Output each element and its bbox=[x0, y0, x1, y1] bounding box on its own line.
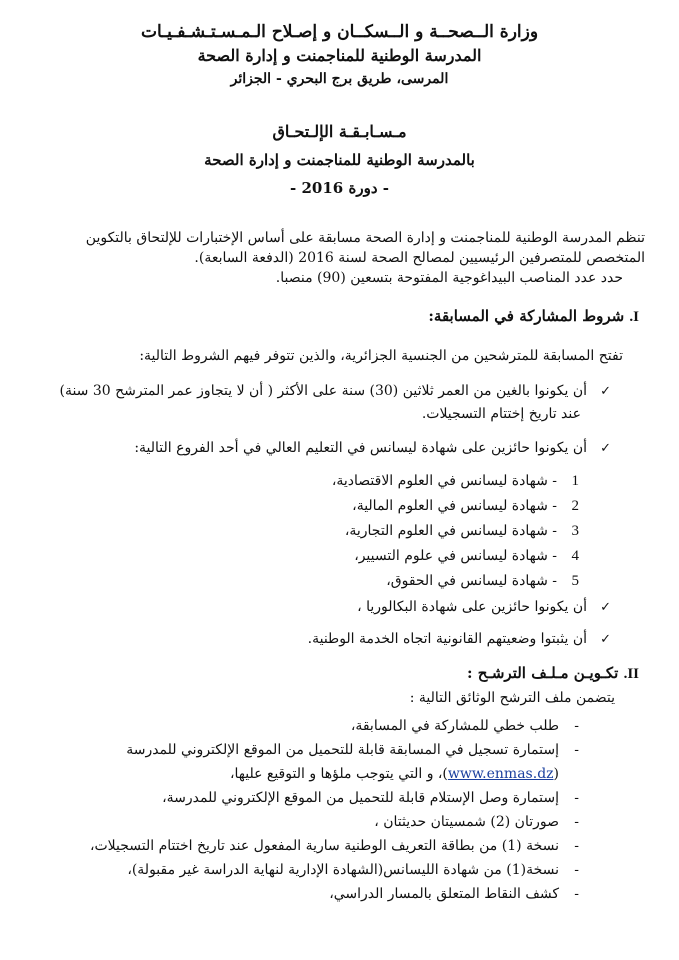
section-2-heading bbox=[467, 664, 639, 683]
school-website-link[interactable]: www.enmas.dz bbox=[447, 766, 554, 782]
degree-item bbox=[332, 469, 579, 494]
contest-school-line: بالمدرسة الوطنية للمناجمنت و إدارة الصحة bbox=[204, 151, 475, 169]
document-item: - إستمارة وصل الإستلام قابلة للتحميل من الموقع الإلكتروني للمدرسة، bbox=[30, 786, 579, 810]
condition-text: أن يكونوا بالغين من العمر ثلاثين (30) سنة على الأكثر ( أن لا يتجاوز عمر المترشح 30 سنة) bbox=[59, 383, 587, 399]
document-continuation bbox=[230, 766, 559, 782]
document-text: إستمارة تسجيل في المسابقة قابلة للتحميل من الموقع الإلكتروني للمدرسة bbox=[126, 742, 559, 758]
section-2-title: تكـويـن مـلـف الترشـح : bbox=[467, 664, 619, 682]
degree-text: - شهادة ليسانس في العلوم المالية، bbox=[352, 498, 557, 514]
condition-item bbox=[30, 596, 611, 619]
degree-item bbox=[332, 519, 579, 544]
condition-continuation: عند تاريخ إختتام التسجيلات. bbox=[421, 406, 581, 422]
section-2-number: II. bbox=[623, 666, 639, 682]
condition-text: أن يكونوا حائزين على شهادة البكالوريا ، bbox=[357, 599, 587, 615]
documents-list bbox=[30, 714, 579, 906]
condition-item bbox=[30, 380, 611, 425]
check-icon: ✓ bbox=[600, 600, 611, 615]
document-item: - صورتان (2) شمسيتان حديثتان ، bbox=[30, 810, 579, 834]
degree-item bbox=[332, 569, 579, 594]
document-continuation-text: )، و التي يتوجب ملؤها و التوقيع عليها، bbox=[229, 766, 448, 782]
check-icon: ✓ bbox=[600, 632, 611, 647]
degree-item bbox=[332, 494, 579, 519]
condition-text: أن يكونوا حائزين على شهادة ليسانس في التعليم العالي في أحد الفروع التالية: bbox=[134, 440, 587, 456]
document-item: - كشف النقاط المتعلق بالمسار الدراسي، bbox=[30, 882, 579, 906]
degree-text: - شهادة ليسانس في العلوم التجارية، bbox=[344, 523, 557, 539]
condition-item bbox=[30, 437, 611, 460]
degree-item bbox=[332, 544, 579, 569]
degree-number: 1 bbox=[571, 473, 579, 489]
contest-title: مـسـابـقـة الإلـتحـاق bbox=[272, 122, 407, 141]
degree-number: 2 bbox=[571, 498, 579, 514]
degree-text: - شهادة ليسانس في الحقوق، bbox=[386, 573, 557, 589]
degree-number: 5 bbox=[571, 573, 579, 589]
document-titles bbox=[60, 122, 619, 197]
paren-open: ( bbox=[553, 766, 559, 782]
degree-text: - شهادة ليسانس في العلوم الاقتصادية، bbox=[331, 473, 557, 489]
degree-text: - شهادة ليسانس في علوم التسيير، bbox=[354, 548, 557, 564]
degree-list bbox=[332, 469, 579, 594]
condition-item bbox=[30, 628, 611, 651]
session-year: - دورة 2016 - bbox=[290, 179, 389, 197]
intro-paragraph bbox=[30, 228, 645, 288]
check-icon: ✓ bbox=[600, 441, 611, 456]
document-item bbox=[30, 738, 579, 786]
intro-text: تنظم المدرسة الوطنية للمناجمنت و إدارة الصحة مسابقة على أساس الإختبارات للإلتحاق بالتكوين المتخصص للمتصرفين الرئيسيين لمصالح الصحة لسنة 2016 (الدفعة السابعة). bbox=[85, 230, 645, 266]
section-1-title: شروط المشاركة في المسابقة: bbox=[428, 307, 625, 325]
conditions-intro: تفتح المسابقة للمترشحين من الجنسية الجزائرية، والذين تتوفر فيهم الشروط التالية: bbox=[139, 348, 623, 364]
document-item: - طلب خطي للمشاركة في المسابقة، bbox=[30, 714, 579, 738]
check-icon: ✓ bbox=[600, 384, 611, 399]
positions-text: حدد عدد المناصب البيداغوجية المفتوحة بتسعين (90) منصبا. bbox=[275, 270, 623, 286]
section-1-heading bbox=[428, 307, 639, 326]
document-item: - نسخة(1) من شهادة الليسانس(الشهادة الإدارية لنهاية الدراسة غير مقبولة)، bbox=[30, 858, 579, 882]
degree-number: 3 bbox=[571, 523, 579, 539]
letterhead bbox=[60, 22, 619, 87]
ministry-name: وزارة الــصحــة و الــسكــان و إصـلاح الـمـسـتـشـفـيـات bbox=[140, 22, 539, 42]
school-name: المدرسة الوطنية للمناجمنت و إدارة الصحة bbox=[197, 46, 482, 65]
condition-text: أن يثبتوا وضعيتهم القانونية اتجاه الخدمة الوطنية. bbox=[307, 631, 587, 647]
section-1-number: I. bbox=[629, 309, 639, 325]
documents-intro: يتضمن ملف الترشح الوثائق التالية : bbox=[409, 690, 615, 706]
school-address: المرسى، طريق برج البحري - الجزائر bbox=[230, 71, 449, 87]
degree-number: 4 bbox=[571, 548, 579, 564]
document-item: - نسخة (1) من بطاقة التعريف الوطنية سارية المفعول عند تاريخ اختتام التسجيلات، bbox=[30, 834, 579, 858]
